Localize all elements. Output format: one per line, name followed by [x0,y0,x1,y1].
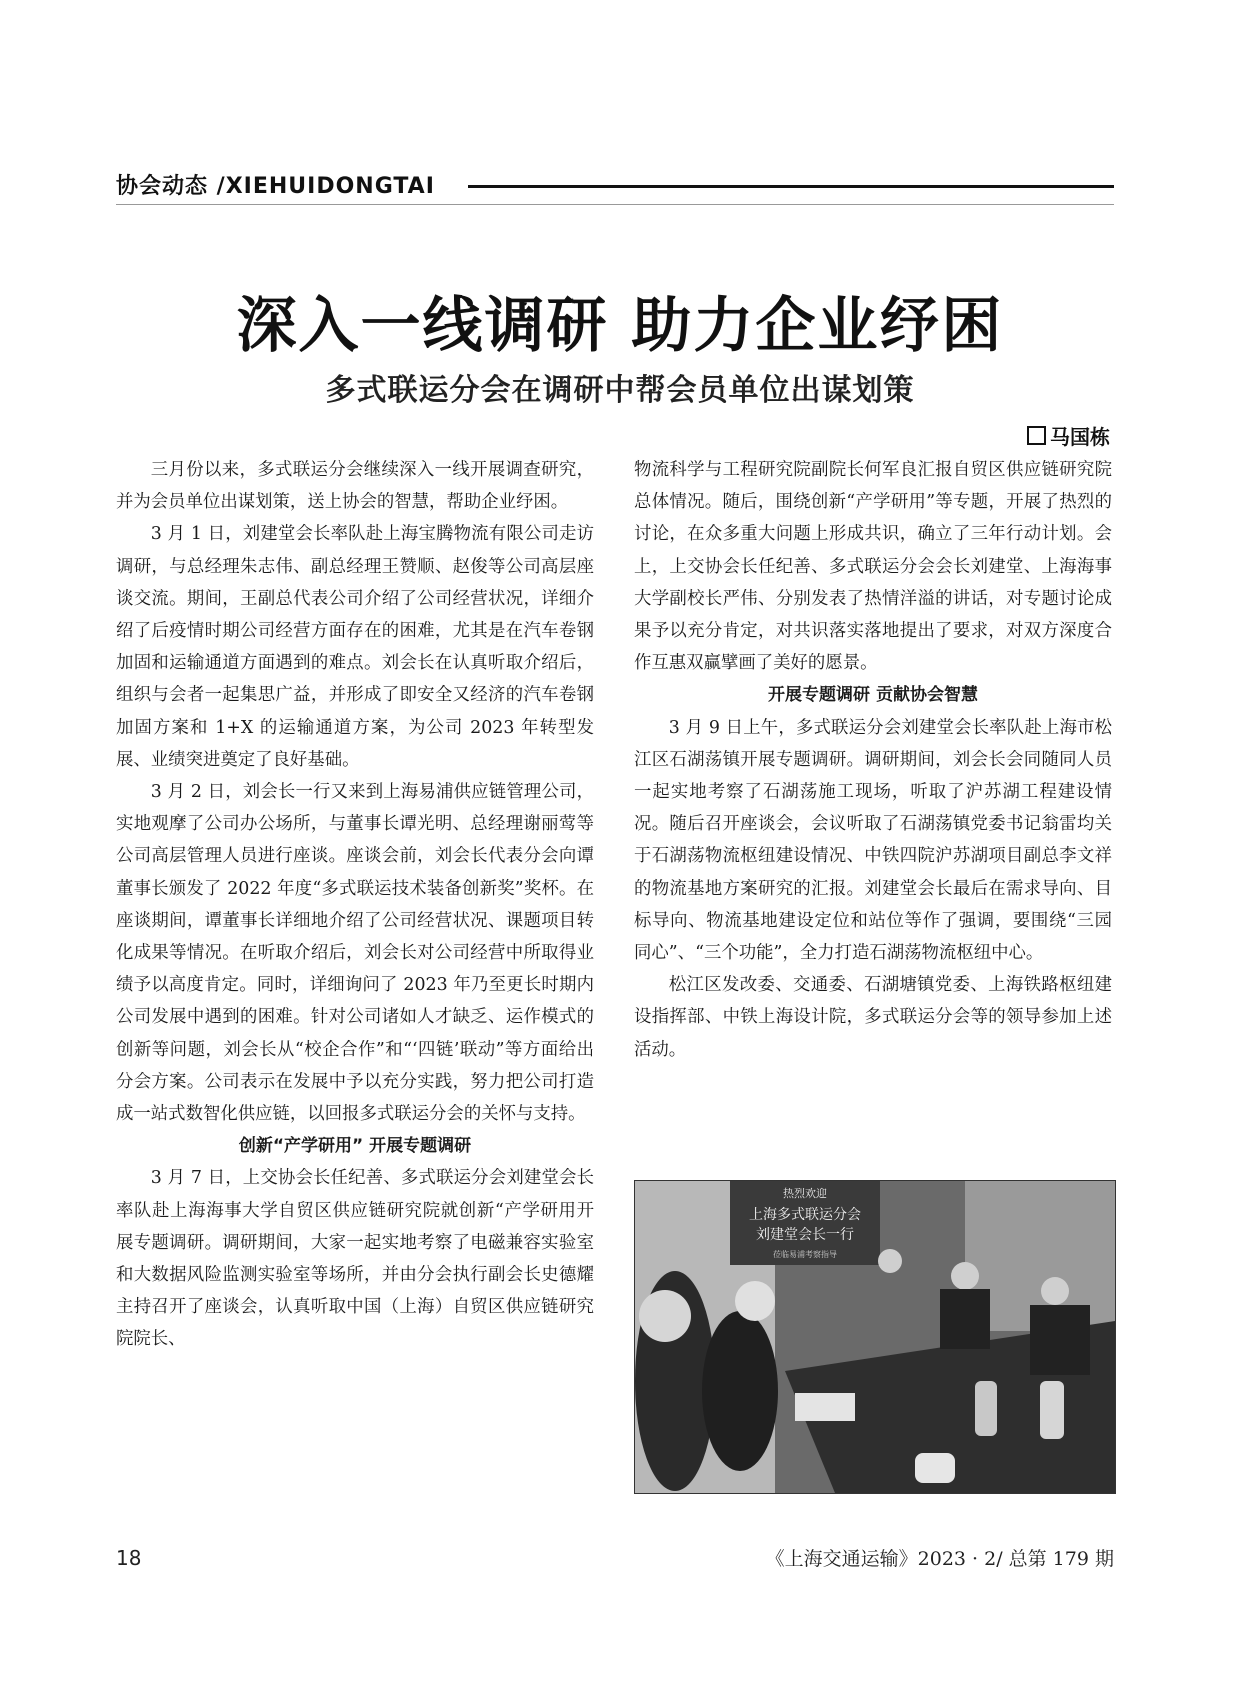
paragraph: 松江区发改委、交通委、石湖塘镇党委、上海铁路枢纽建设指挥部、中铁上海设计院，多式联运分会等的领导参加上述活动。 [634,975,1112,1060]
banner-text: 热烈欢迎 [783,1187,827,1200]
banner-text: 上海多式联运分会 [749,1207,861,1223]
section-label: 协会动态 /XIEHUIDONGTAI [116,174,435,199]
author-name: 马国栋 [1050,425,1110,449]
right-column [634,454,1112,1066]
byline [1027,421,1110,450]
article-title: 深入一线调研 助力企业纾困 [236,291,1004,361]
meeting-photo [634,1180,1116,1494]
paragraph: 3 月 2 日，刘会长一行又来到上海易浦供应链管理公司，实地观摩了公司办公场所，与董事长谭光明、总经理谢丽莺等公司高层管理人员进行座谈。座谈会前，刘会长代表分会向谭董事长颁发了 2022 年度“多式联运技术装备创新奖”奖杯。在座谈期间，谭董事长详细地介绍了公司经营状况、课题项目转化成果等情况。在听取介绍后，刘会长对公司经营中所取得业绩予以高度肯定。同时，详细询问了 2023 年乃至更长时期内公司发展中遇到的困难。针对公司诸如人才缺乏、运作模式的创新等问题，刘会长从“校企合作”和“‘四链’联动”等方面给出分会方案。公司表示在发展中予以充分实践，努力把公司打造成一站式数智化供应链，以回报多式联运分会的关怀与支持。 [116,782,594,1125]
issue-info: 《上海交通运输》2023 · 2/ 总第 179 期 [765,1548,1114,1570]
section-heading: 开展专题调研 贡献协会智慧 [768,685,978,706]
paragraph: 3 月 9 日上午，多式联运分会刘建堂会长率队赴上海市松江区石湖荡镇开展专题调研。调研期间，刘会长会同随同人员一起实地考察了石湖荡施工现场，听取了沪苏湖工程建设情况。随后召开座谈会，会议听取了石湖荡镇党委书记翁雷均关于石湖荡物流枢纽建设情况、中铁四院沪苏湖项目副总李文祥的物流基地方案研究的汇报。刘建堂会长最后在需求导向、目标导向、物流基地建设定位和站位等作了强调，要围绕“三园同心”、“三个功能”，全力打造石湖荡物流枢纽中心。 [634,717,1112,964]
section-header [116,166,1114,208]
paragraph: 3 月 1 日，刘建堂会长率队赴上海宝腾物流有限公司走访调研，与总经理朱志伟、副总经理王赞顺、赵俊等公司高层座谈交流。期间，王副总代表公司介绍了公司经营状况，详细介绍了后疫情时期公司经营方面存在的困难，尤其是在汽车卷钢加固和运输通道方面遇到的难点。刘会长在认真听取介绍后，组织与会者一起集思广益，并形成了即安全又经济的汽车卷钢加固方案和 1+X 的运输通道方案，为公司 2023 年转型发展、业绩突进奠定了良好基础。 [116,524,594,770]
section-rule-thin [116,204,1114,205]
article-subtitle: 多式联运分会在调研中帮会员单位出谋划策 [325,373,915,408]
left-column [116,454,594,1356]
section-rule [468,185,1114,188]
paragraph: 物流科学与工程研究院副院长何军良汇报自贸区供应链研究院总体情况。随后，围绕创新“产学研用”等专题，开展了热烈的讨论，在众多重大问题上形成共识，确立了三年行动计划。会上，上交协会长任纪善、多式联运分会会长刘建堂、上海海事大学副校长严伟、分别发表了热情洋溢的讲话，对专题讨论成果予以充分肯定，对共识落实落地提出了要求，对双方深度合作互惠双赢擘画了美好的愿景。 [634,460,1112,674]
byline-box-icon [1027,426,1046,445]
page-number: 18 [116,1546,142,1570]
banner-text: 刘建堂会长一行 [756,1227,854,1243]
paragraph: 3 月 7 日，上交协会长任纪善、多式联运分会刘建堂会长率队赴上海海事大学自贸区供应链研究院就创新“产学研用开展专题调研。调研期间，大家一起实地考察了电磁兼容实验室和大数据风险监测实验室等场所，并由分会执行副会长史德耀主持召开了座谈会，认真听取中国（上海）自贸区供应链研究院院长、 [116,1168,594,1350]
section-heading: 创新“产学研用” 开展专题调研 [238,1136,472,1157]
banner-text: 莅临易浦考察指导 [773,1250,837,1259]
paragraph: 三月份以来，多式联运分会继续深入一线开展调查研究，并为会员单位出谋划策，送上协会的智慧，帮助企业纾困。 [116,460,594,513]
